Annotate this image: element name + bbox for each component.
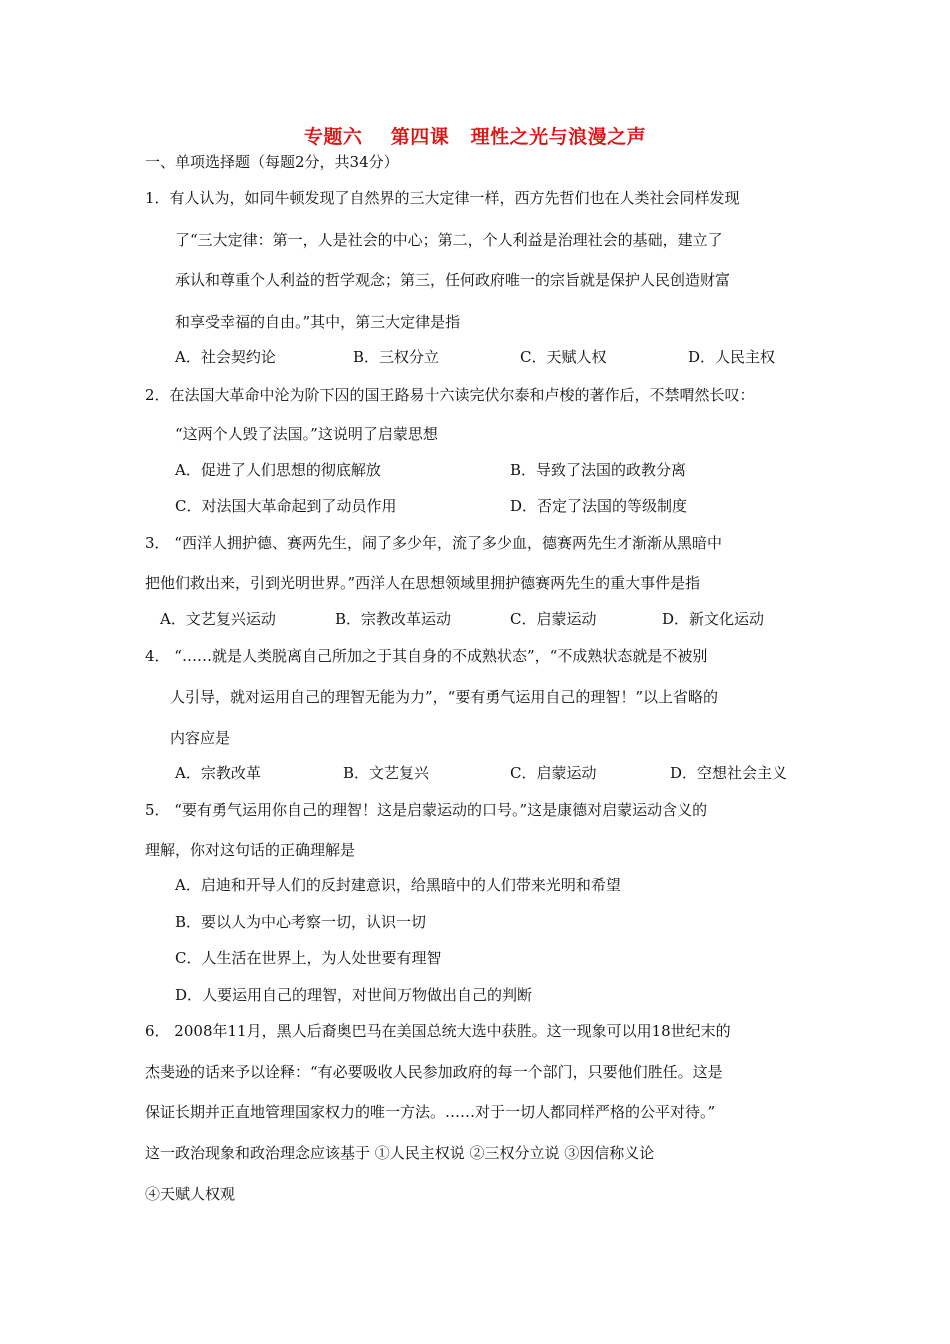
q2-line-2: “这两个人毁了法国。”这说明了启蒙思想 — [175, 425, 438, 443]
q4-line-3: 内容应是 — [170, 729, 231, 747]
q4-option-c: C．启蒙运动 — [510, 764, 597, 782]
q4-option-d: D．空想社会主义 — [670, 764, 788, 782]
q1-option-a: A．社会契约论 — [175, 348, 276, 366]
q2-option-b: B．导致了法国的政教分离 — [510, 461, 687, 479]
q4-option-b: B．文艺复兴 — [343, 764, 430, 782]
q3-option-b: B．宗教改革运动 — [335, 610, 452, 628]
q3-option-c: C．启蒙运动 — [510, 610, 597, 628]
q3-option-d: D．新文化运动 — [662, 610, 765, 628]
q5-option-d: D．人要运用自己的理智，对世间万物做出自己的判断 — [175, 986, 533, 1004]
q1-line-3: 承认和尊重个人利益的哲学观念；第三，任何政府唯一的宗旨就是保护人民创造财富 — [175, 271, 731, 289]
q5-line-1: 5． “要有勇气运用你自己的理智！这是启蒙运动的口号。”这是康德对启蒙运动含义的 — [145, 801, 708, 819]
q5-line-2: 理解，你对这句话的正确理解是 — [145, 841, 356, 859]
q4-option-a: A．宗教改革 — [175, 764, 261, 782]
section-heading: 一、单项选择题（每题2分，共34分） — [145, 153, 399, 171]
q5-option-a: A．启迪和开导人们的反封建意识，给黑暗中的人们带来光明和希望 — [175, 876, 621, 894]
q1-line-1: 1．有人认为，如同牛顿发现了自然界的三大定律一样，西方先哲们也在人类社会同样发现 — [145, 189, 740, 207]
q6-line-4: 这一政治现象和政治理念应该基于 ①人民主权说 ②三权分立说 ③因信称义论 — [145, 1144, 655, 1162]
q5-option-c: C．人生活在世界上，为人处世要有理智 — [175, 949, 442, 967]
q6-line-5: ④天赋人权观 — [145, 1185, 236, 1203]
q1-line-2: 了“三大定律：第一，人是社会的中心；第二，个人利益是治理社会的基础，建立了 — [175, 231, 723, 249]
q2-option-d: D．否定了法国的等级制度 — [510, 497, 688, 515]
q3-line-1: 3． “西洋人拥护德、赛两先生，闹了多少年，流了多少血，德赛两先生才渐渐从黑暗中 — [145, 534, 722, 552]
q1-option-b: B．三权分立 — [353, 348, 440, 366]
document-title: 专题六 第四课 理性之光与浪漫之声 — [303, 126, 647, 148]
q5-option-b: B．要以人为中心考察一切，认识一切 — [175, 913, 427, 931]
q4-line-2: 人引导，就对运用自己的理智无能为力”，“要有勇气运用自己的理智！”以上省略的 — [170, 688, 719, 706]
q6-line-2: 杰斐逊的话来予以诠释：“有必要吸收人民参加政府的每一个部门，只要他们胜任。这是 — [145, 1063, 723, 1081]
q2-option-a: A．促进了人们思想的彻底解放 — [175, 461, 381, 479]
q3-option-a: A．文艺复兴运动 — [160, 610, 276, 628]
q4-line-1: 4． “……就是人类脱离自己所加之于其自身的不成熟状态”，“不成熟状态就是不被别 — [145, 647, 708, 665]
q2-line-1: 2．在法国大革命中沦为阶下囚的国王路易十六读完伏尔泰和卢梭的著作后，不禁喟然长叹： — [145, 386, 755, 404]
q2-option-c: C．对法国大革命起到了动员作用 — [175, 497, 397, 515]
q1-option-c: C．天赋人权 — [520, 348, 607, 366]
q6-line-1: 6． 2008年11月，黑人后裔奥巴马在美国总统大选中获胜。这一现象可以用18世纪末的 — [145, 1022, 731, 1040]
q6-line-3: 保证长期并正直地管理国家权力的唯一方法。……对于一切人都同样严格的公平对待。” — [145, 1103, 716, 1121]
q3-line-2: 把他们救出来，引到光明世界。”西洋人在思想领域里拥护德赛两先生的重大事件是指 — [145, 574, 701, 592]
q1-line-4: 和享受幸福的自由。”其中，第三大定律是指 — [175, 313, 461, 331]
q1-option-d: D．人民主权 — [688, 348, 776, 366]
